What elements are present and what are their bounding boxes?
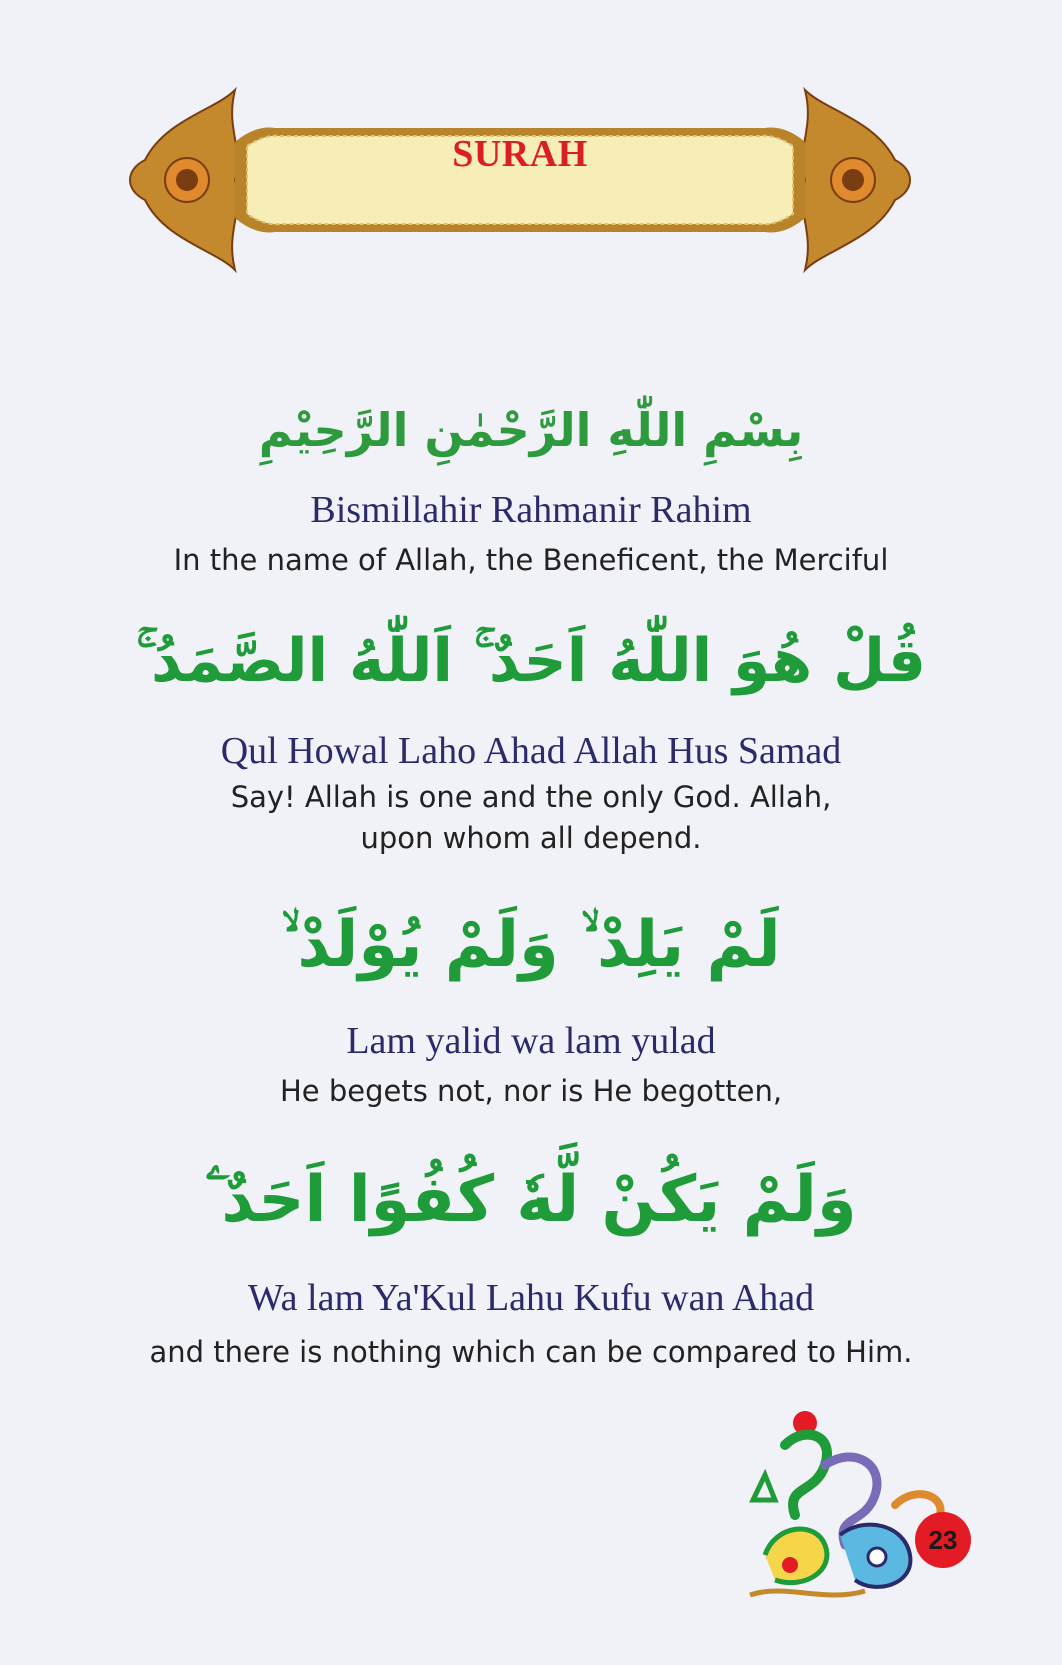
verse-qul-huwa	[0, 628, 1062, 861]
page-title: SURAH	[452, 133, 588, 175]
arabic-text: لَمْ يَلِدْ ۙ وَلَمْ يُوْلَدْ ۙ	[281, 908, 781, 982]
page-number-badge: 23	[915, 1512, 971, 1568]
arabic-text: وَلَمْ يَكُنْ لَّهٗ كُفُوًا اَحَدٌ ۧ	[205, 1163, 857, 1237]
transliteration: Wa lam Ya'Kul Lahu Kufu wan Ahad	[247, 1277, 815, 1319]
transliteration: Lam yalid wa lam yulad	[346, 1020, 716, 1062]
translation: and there is nothing which can be compared to Him.	[149, 1334, 913, 1369]
surah-banner	[125, 80, 915, 280]
translation: In the name of Allah, the Beneficent, the Merciful	[173, 542, 889, 577]
verse-wa-lam-yakun	[0, 1165, 1062, 1374]
verse-bismillah	[0, 405, 1062, 582]
translation-line-1: Say! Allah is one and the only God. Allah,	[230, 779, 832, 814]
arabesque-banner-icon	[125, 80, 915, 280]
translation-line-2: upon whom all depend.	[360, 821, 702, 856]
arabic-text: قُلْ هُوَ اللّٰهُ اَحَدٌ ۚ اَللّٰهُ الصَّمَدُ ۚ	[135, 626, 927, 696]
arabic-text: بِسْمِ اللّٰهِ الرَّحْمٰنِ الرَّحِيْمِ	[258, 403, 804, 457]
translation: He begets not, nor is He begotten,	[279, 1073, 783, 1108]
transliteration: Qul Howal Laho Ahad Allah Hus Samad	[220, 730, 842, 772]
floral-corner-icon	[745, 1405, 985, 1605]
transliteration: Bismillahir Rahmanir Rahim	[310, 489, 752, 531]
verse-lam-yalid	[0, 910, 1062, 1113]
